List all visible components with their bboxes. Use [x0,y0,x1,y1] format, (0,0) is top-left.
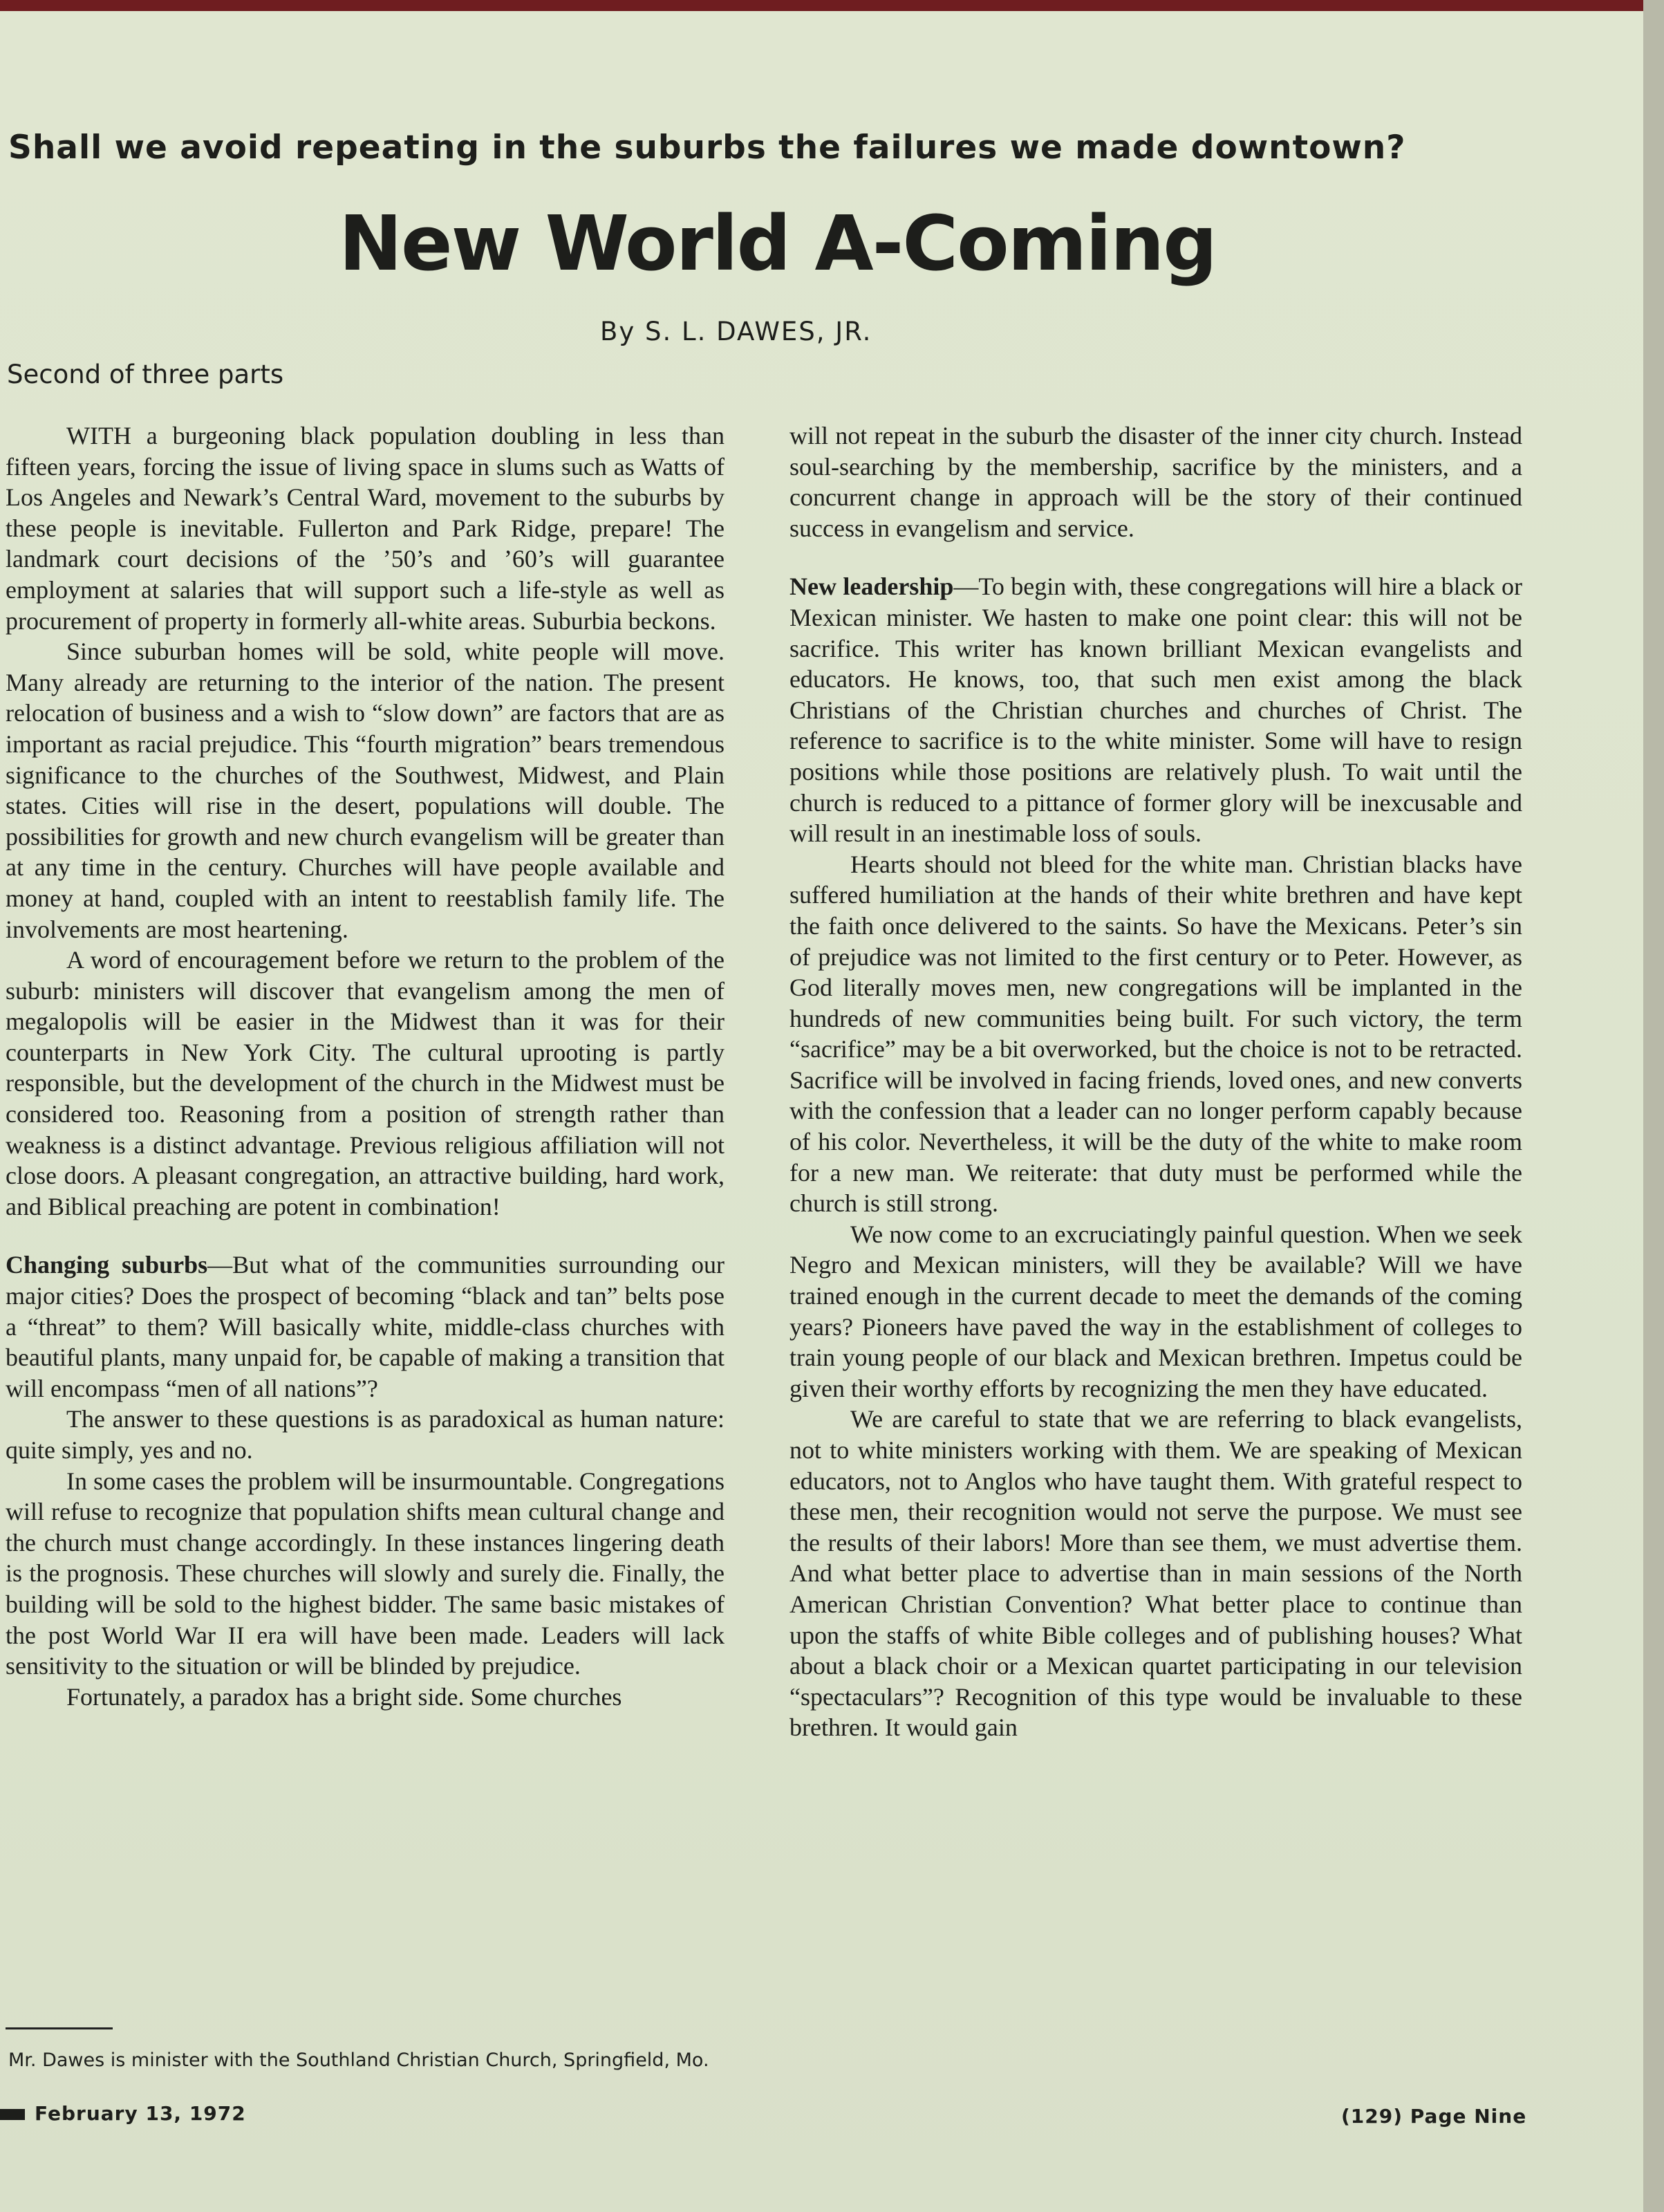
issue-date-text: February 13, 1972 [35,2102,246,2125]
date-marker-icon [0,2109,25,2120]
paragraph [789,571,1522,848]
article-title: New World A-Coming [339,199,1217,288]
paragraph: will not repeat in the suburb the disaster of the inner city church. Instead soul-searching by the membership, sacrifice by the ministers, and a concurrent change in approach will be the story of their continued success in evangelism and service. [789,422,1522,542]
issue-date [0,2102,415,2125]
paragraph [6,1249,725,1404]
text-column-left [6,420,725,1712]
page-top-edge [0,0,1664,11]
footnote-rule [6,2027,113,2029]
paragraph: WITH a burgeoning black population doubling in less than fifteen years, forcing the issue of living space in slums such as Watts of Los Angeles and Newark’s Central Ward, movement to the suburbs by these people is inevitable. Fullerton and Park Ridge, prepare! The landmark court decisions of the ’50’s and ’60’s will guarantee employment at salaries that will support such a life-style as well as procurement of property in formerly all-white areas. Suburbia beckons. [6,422,725,635]
paragraph: The answer to these questions is as paradoxical as human nature: quite simply, yes and no. [6,1405,725,1464]
paragraph: We now come to an excruciatingly painful question. When we seek Negro and Mexican ministers, will they be available? Will we have trained enough in the current decade to meet the demands of the coming years? Pioneers have paved the way in the establishment of colleges to train young people of our black and Mexican brethren. Impetus could be given their worthy efforts by recognizing the men they have educated. [789,1220,1522,1402]
paragraph: Hearts should not bleed for the white man. Christian blacks have suffered humiliation at the hands of their white brethren and have kept the faith once delivered to the saints. So have the Mexicans. Peter’s sin of prejudice was not limited to the first century or to Peter. However, as God literally moves men, new congregations will be implanted in the hundreds of new communities being built. For such victory, the term “sacrifice” may be a bit overworked, but the choice is not to be retracted. Sacrifice will be involved in facing friends, loved ones, and new converts with the confession that a leader can no longer perform capably because of his color. Nevertheless, it will be the duty of the white to make room for a new man. We reiterate: that duty must be performed while the church is still strong. [789,850,1522,1218]
article-byline: By S. L. DAWES, JR. [600,317,872,346]
text-column-right [789,420,1522,1743]
section-lead-new-leadership: New leadership [789,573,954,601]
author-footnote: Mr. Dawes is minister with the Southland Christian Church, Springfield, Mo. [8,2050,709,2071]
page-right-edge [1643,0,1664,2212]
paragraph: We are careful to state that we are referring to black evangelists, not to white ministers working with them. We are speaking of Mexican educators, not to Anglos who have taught them. With grateful respect to these men, their recognition would not serve the purpose. We must see the results of their labors! More than see them, we must advertise them. And what better place to advertise than in main sessions of the North American Christian Convention? What better place to continue than upon the staffs of white Bible colleges and of publishing houses? What about a black choir or a Mexican quartet participating in our television “spectaculars”? Recognition of this type would be invaluable to these brethren. It would gain [789,1405,1522,1742]
article-part-label: Second of three parts [7,360,284,389]
page-number: (129) Page Nine [1341,2105,1527,2128]
paragraph-text: —To begin with, these congregations will hire a black or Mexican minister. We hasten to make one point clear: this will not be sacrifice. This writer has known brilliant Mexican evangelists and educators. He knows, too, that such men exist among the black Christians of the Christian churches and churches of Christ. The reference to sacrifice is to the white minister. Some will have to resign positions while those positions are relatively plush. To wait until the church is reduced to a pittance of former glory will be inexcusable and will result in an inestimable loss of souls. [789,573,1522,848]
article-kicker: Shall we avoid repeating in the suburbs the failures we made downtown? [8,129,1406,167]
paragraph: Fortunately, a paradox has a bright side. Some churches [66,1682,622,1711]
paragraph: A word of encouragement before we return to the problem of the suburb: ministers will discover that evangelism among the men of megalopolis will be easier in the Midwest than it was for their counterparts in New York City. The cultural uprooting is partly responsible, but the development of the church in the Midwest must be considered too. Reasoning from a position of strength rather than weakness is a distinct advantage. Previous religious affiliation will not close doors. A pleasant congregation, an attractive building, hard work, and Biblical preaching are potent in combination! [6,946,725,1220]
paragraph-text: —But what of the communities surrounding our major cities? Does the prospect of becoming “black and tan” belts pose a “threat” to them? Will basically white, middle-class churches with beautiful plants, many unpaid for, be capable of making a transition that will encompass “men of all nations”? [6,1251,725,1402]
paragraph: Since suburban homes will be sold, white people will move. Many already are returning to the interior of the nation. The present relocation of business and a wish to “slow down” are factors that are as important as racial prejudice. This “fourth migration” bears tremendous significance to the churches of the Southwest, Midwest, and Plain states. Cities will rise in the desert, populations will double. The possibilities for growth and new church evangelism will be greater than at any time in the century. Churches will have people available and money at hand, coupled with an intent to reestablish family life. The involvements are most heartening. [6,638,725,943]
section-lead-changing-suburbs: Changing suburbs [6,1251,208,1279]
paragraph: In some cases the problem will be insurmountable. Congregations will refuse to recognize that population shifts mean cultural change and the church must change accordingly. In these instances lingering death is the prognosis. These churches will slowly and surely die. Finally, the building will be sold to the highest bidder. The same basic mistakes of the post World War II era will have been made. Leaders will lack sensitivity to the situation or will be blinded by prejudice. [6,1467,725,1680]
